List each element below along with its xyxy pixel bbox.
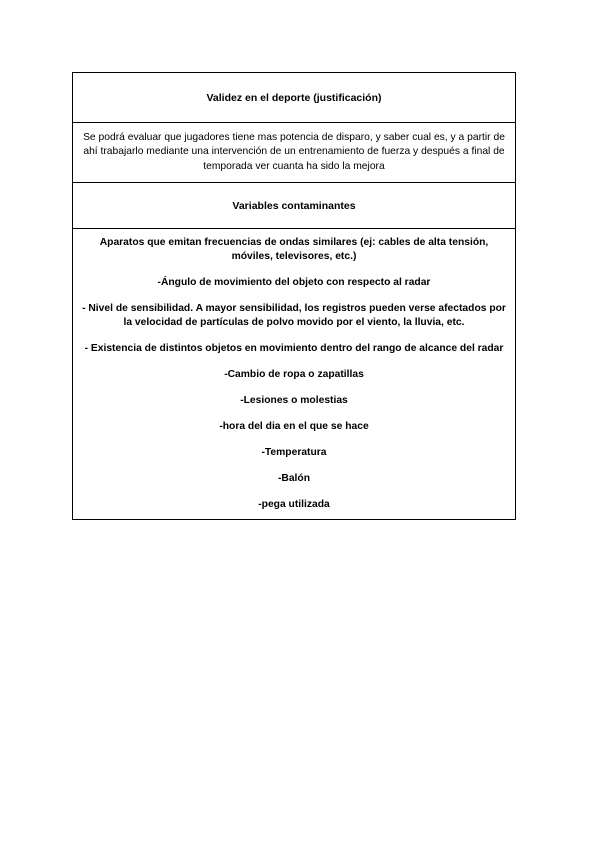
validity-body-row [73,123,516,183]
validity-header: Validez en el deporte (justificación) [73,73,516,123]
variable-item: - Existencia de distintos objetos en movimiento dentro del rango de alcance del radar [84,343,504,354]
variable-item: -Balón [277,473,311,484]
variable-item: Aparatos que emitan frecuencias de ondas similares (ej: cables de alta tensión, móviles, televisores, etc.) [99,237,489,262]
validity-header-row [73,73,516,123]
variable-item: -pega utilizada [258,499,330,510]
content-table [72,72,516,520]
variable-item: -hora del dia en el que se hace [219,421,369,432]
variables-body-row [73,229,516,520]
variable-item: -Temperatura [261,447,327,458]
variables-header: Variables contaminantes [73,183,516,229]
variable-item: - Nivel de sensibilidad. A mayor sensibilidad, los registros pueden verse afectados por la velocidad de partículas de polvo movido por el viento, la lluvia, etc. [82,303,506,328]
variables-header-row [73,183,516,229]
variable-item: -Ángulo de movimiento del objeto con respecto al radar [157,277,431,288]
variable-item: -Cambio de ropa o zapatillas [224,369,364,380]
validity-justification: Se podrá evaluar que jugadores tiene mas potencia de disparo, y saber cual es, y a partir de ahí trabajarlo mediante una intervención de un entrenamiento de fuerza y después a final de temporada ver cuanta ha sido la mejora [73,123,516,183]
variables-list [73,229,516,520]
variable-item: -Lesiones o molestias [240,395,348,406]
